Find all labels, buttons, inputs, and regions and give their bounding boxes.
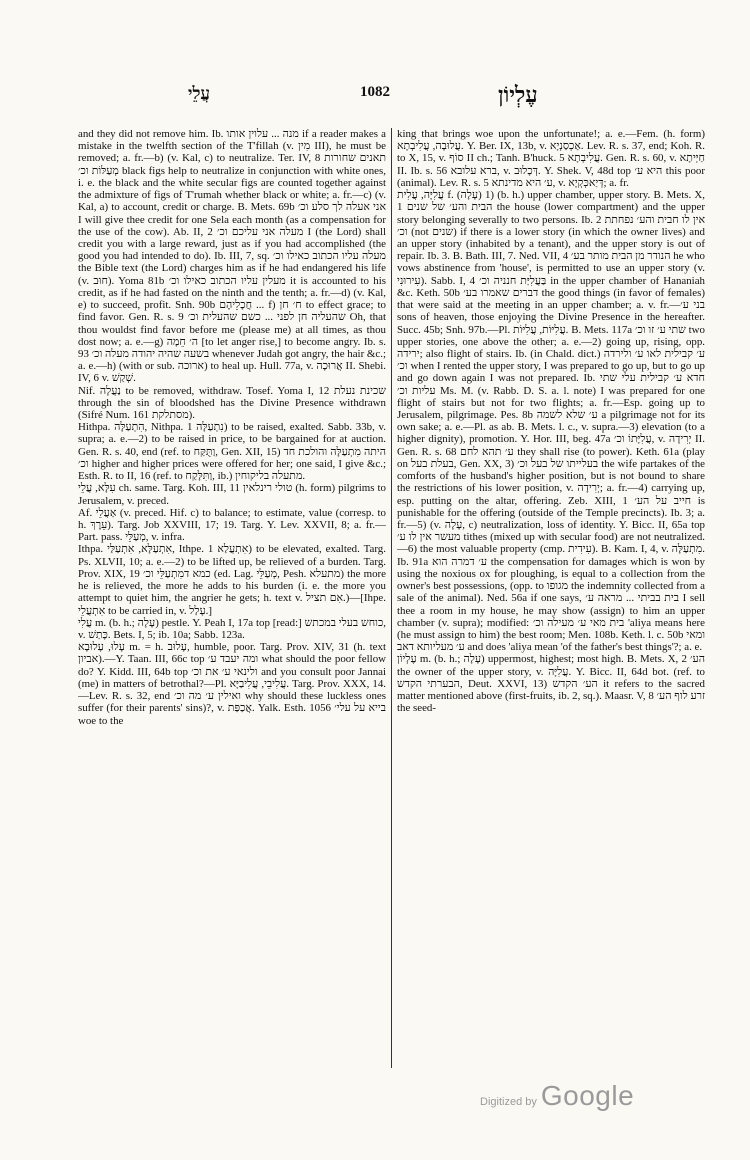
entry-aluva-continued: king that brings woe upon the unfortunate!; a. e.—Fem. (h. form) עֲלוּבָה, עֲלִיבְתָא. Y. Ber. IX, 13b, v. אַכְסַנְיָא. Lev. R. s. 37, end; Koh. R. to X, 15, v. סוֹף II ch.; Tanh. B'huck. 5 עֲלִיבְתָא. Gen. R. s. 60, v. חַיְּיתָא II. Ib. s. 56 ברא עלובא, v. דְּכָלוּב. Y. Shek. V, 48d top היא ע׳ this poor (animal). Lev. R. s. 5 ע׳ היא מדינתא, v. דְּיַאכְּקְיָא; a. fr. [397,128,705,189]
column-divider [391,128,392,1068]
header-left-word: עֲלֵי [188,84,211,103]
entry-aluva: עָלוּ, עָלוּבָא m. = h. עָלוּב, humble, poor. Targ. Prov. XIV, 31 (h. text אביון).—Y. Taan. III, 66c top ומה יעבד ע׳ what should the poor fellow do? Y. Kidd. III, 64b top ולינאי ע׳ את וכ׳ and you consult poor Jannai (me) in matters of betrothal?—Pl. עֲלִיבֵי, עֲלִיבַיָּא. Targ. Prov. XXX, 14.—Lev. R. s. 32, end ואילין ע׳ מה וכ׳ why should these luckless ones suffer (for their parents' sins)?, v. אֲכַפַּת. Yalk. Esth. 1056 בייא על עלי׳ woe to the [78,641,386,727]
left-column [78,128,386,1078]
entry-aliyah: עֲלִיָּה, עֲלִית f. (עָלָה) 1) (b. h.) upper chamber, upper story. B. Mets. X, 1 הבית והע׳ של שנים the house (lower compartment) and the upper story belonging severally to two persons. Ib. 2 אין לו חבית והע׳ נפחתת וכ׳ (not שנים) if there is a lower story (in which the owner lives) and an upper story (inhabited by a tenant), and the upper story is out of repair. Ib. 3. B. Bath. III, 7. Ned. VII, 4 הנודר מן הבית מותר בע׳ he who vows abstinence from 'house', is permitted to use an upper story (v. עִירוּנִי). Sabb. I, 4 בַּעֲלִיַּת חנניה וכ׳ in the upper chamber of Hananiah &c. Keth. 50b דברים שאמרו בע׳ the good things (in favor of females) that were said at the meeting in an upper chamber; a. v. fr.—בני ע׳ sons of heaven, those enjoying the Divine Presence in the hereafter. Succ. 45b; Snh. 97b.—Pl. עֲלִיּוֹת, עֲלִיּוֹת. B. Mets. 117a שתי ע׳ זו וכ׳ two upper stories, one above the other; a. e.—2) going up, rising, opp. ירידה; also flight of stairs. Ib. (in Chald. dict.) ע׳ קבילית לאו ע׳ ולירדה וכ׳ when I rented the upper story, I was prepared to go up, but to go up and go down again I was not prepared. Ib. חדא ע׳ קבילית עלי שתי עליות וכ׳ Ms. M. (v. Rabb. D. S. a. l. note) I was prepared for one flight of stairs but not for two flights; a. fr.—Esp. going up to Jerusalem, pilgrimage. Pes. 8b ע׳ שלא לשמה a pilgrimage not for its own sake; a. e.—Pl. as ab. B. Mets. l. c., v. supra.—3) elevation (to a higher dignity), promotion. Y. Hor. III, beg. 47a עֲלִיָּתוֹ וכ׳, v. יְרִידָה II. Gen. R. s. 68 ע׳ תהא לחם they shall rise (to power). Keth. 61a (play on בעלת בעל, Gen. XX, 3) בעלייתו של בעל וכ׳ the wife partakes of the comforts of the husband's higher position, but is not bound to share the restrictions of his lower position, v. יְרִידָה; a. fr.—4) carrying up, esp. putting on the altar, offering. Zeb. XIII, 1 חייב על הע׳ is punishable for the offering (outside of the Temple precincts). Ib. 3; a. fr.—5) (v. עָלָה, c) neutralization, loss of identity. Y. Bicc. II, 65a top מעשר אין לו ע׳ tithes (mixed up with secular food) are not neutralized.—6) the most valuable property (cmp. עִידִית). B. Kam. I, 4, v. מִתְעַלָּה. Ib. 91a ע׳ דמרה הוא the compensation for damages which is won by using the noxious ox for ploughing, is equal to a collection from the owner's best possessions, (opp. to מגופו the indemnity collected from a sale of the animal). Ned. 56a if one says, בית בביתי ... מראה ע׳ I sell thee a room in my house, he may show (assign) to him an upper chamber (v. supra); modified: בית מאי ע׳ מעילה וכ׳ 'aliya means here (he must assign to him) the best room; Men. 108b. Keth. l. c. 50b ומאי ע׳ מעליותא דאב and does 'aliya mean 'of the father's best things'?; a. e. [397,189,705,654]
watermark-small-text: Digitized by [480,1096,537,1108]
header-right-word: עֶלְיוֹן [498,82,538,107]
entry-nif: Nif. נַעֲלָה to be removed, withdraw. Tosef. Yoma I, 12 שכינת נעלת through the sin of bloodshed has the Divine Presence withdrawn (Sifré Num. 161 מסתלקת). [78,384,386,422]
entry-ithpa: Ithpa. אִתְעַלָּא, אִתְעַלַּי, Ithpe. אִתְעֲלַא 1) to be elevated, exalted. Targ. Ps. XLVII, 10; a. e.—2) to be lifted up, be relieved of a burden. Targ. Prov. XIX, 19 כמא דמִתְעַלֵּי וכ׳ (ed. Lag. מְעַלֵּי, Pesh. מתעלא) the more he is relieved, the more he adds to his burden (i. e. the more you attempt to quiet him, the angrier he gets; h. text v. אִם תציל.)—[Ihpe. אִתְעֲלֵי to be carried in, v. עָלַל.] [78,543,386,617]
running-header [0,84,750,108]
entry-elyon: עֶלְיוֹן m. (b. h.; עָלָה) uppermost, highest; most high. B. Mets. X, 2 הע׳ the owner of the upper story, v. עֲלִיָּה. Y. Bicc. II, 64d bot. (ref. to הבערתי הקדש, Deut. XXVI, 13) הע׳ הקדש it refers to the sacred matter mentioned above (first-fruits, ib. 2, sq.). Maasr. V, 8 זרע לוף הע׳ the seed- [397,653,705,715]
page-number: 1082 [360,84,390,100]
right-column [397,128,705,1078]
entry-af: Af. אַעֲלֵי (v. preced. Hif. c) to balance; to estimate, value (corresp. to h. עֵרֶךְ). Targ. Job XXVIII, 17; 19. Targ. Y. Lev. XXVII, 8; a. fr.—Part. pass. מְעַלֵּי, v. infra. [78,506,386,544]
entry-hithpa: Hithpa. הִתְעַלָּה, Nithpa. נִתְעַלָּה 1) to be raised, exalted. Sabb. 33b, v. supra; a. e.—2) to be raised in price, to be bargained for at auction. Gen. R. s. 40, end (ref. to וַתֻּקַּח, Gen. XII, 15) היתה מִתְעַלָּה והולכת חד וכ׳ higher and higher prices were offered for her; one said, I give &c.; Esth. R. to II, 16 (ref. to וַתִּלָּקַח, ib.) מתעלה בליקוחין. [78,421,386,483]
google-watermark [480,1080,680,1120]
watermark-logo-text: Google [540,1080,635,1111]
entry-ala-ch: עִלָּא, עֲלֵי ch. same. Targ. Koh. III, 11 טולי רינלאין (h. form) pilgrims to Jerusalem, v. preced. [78,482,386,507]
entry-continuation: and they did not remove him. Ib. מנה ... עלוין אותו if a reader makes a mistake in the twelfth section of the T'fillah (v. מִין III), he must be removed; a. fr.—b) (v. Kal, c) to neutralize. Ter. IV, 8 תאנים שחורות מְעַלּוֹת וכ׳ black figs help to neutralize in conjunction with white ones, i. e. the black and the white secular figs are counted together against the admixture of figs of T'rumah whether black or white; a. fr.—c) (v. Kal, a) to account, credit or charge. B. Mets. 69b אני אעלה לך סלע וכ׳ I will give thee credit for one Sela each month (as a compensation for the use of the cow). Ab. II, 2 מעלה אני עליכם וכ׳ I (the Lord) shall credit you with a large reward, just as if you had accomplished (the good you had intended to do). Ib. III, 7, sq. מעלה עליו הכתוב כאילו וכ׳ the Bible text (the Lord) charges him as if he had endangered his life (v. חוּב). Yoma 81b מעלין עליו הכתוב כאילו וכ׳ it is accounted to his credit, as if he had fasted on the ninth and the tenth; a. fr.—d) (v. Kal, e) to succeed, profit. Snh. 90b חֲכָלֵיהֶם ... f) ח׳ חן to effect grace; to find favor. Gen. R. s. 9 שהעליה חן לפני ... כשם שהעלית וכ׳ Oh, that thou wouldst find favor before me (please me) at all times, as thou dost now; a. e.—g) ה׳ חֵמָה [to let anger rise,] to become angry. Ib. s. 93 בשעה שהיה יהודה מעלה וכ׳ whenever Judah got angry, the hair &c.; a. e.—h) (with or sub. ארוכה) to heal up. Hull. 77a, v. אֲרוּכָה II. Shebi. IV, 6 v. שְׁקַשׁ. [78,128,386,385]
entry-eli-pestle: עֲלִי m. (b. h.; עָלָה) pestle. Y. Peah I, 17a top [read:] כוחש בעלי במכתש, v. כָּתַשׁ. Bets. I, 5; ib. 10a; Sabb. 123a. [78,616,386,641]
